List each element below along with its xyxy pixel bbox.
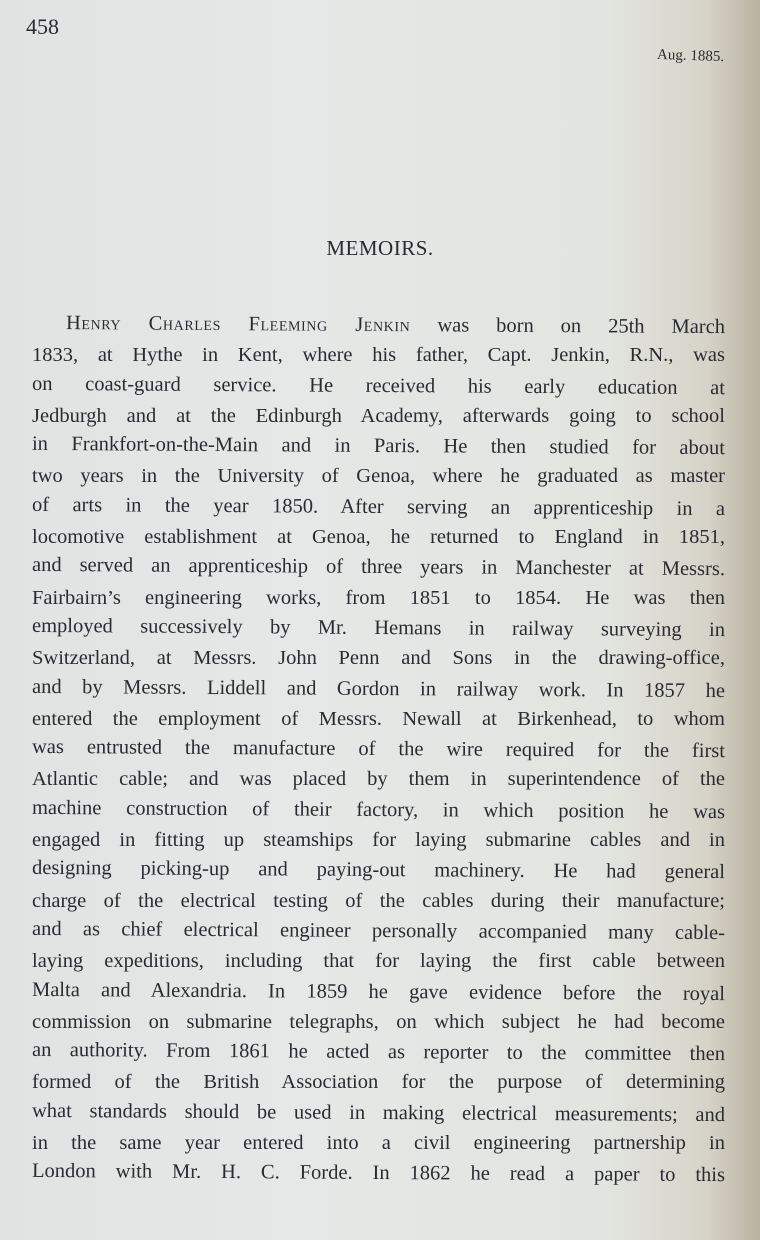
text-line <box>32 583 725 613</box>
text-line-content: in the same year entered into a civil engineering partnership in <box>32 1132 725 1155</box>
text-line <box>32 1007 725 1037</box>
issue-date: Aug. 1885. <box>656 46 725 66</box>
text-line-content: formed of the British Association for the purpose of determining <box>32 1071 725 1094</box>
text-line-content: Atlantic cable; and was placed by them in superintendence of the <box>32 768 725 791</box>
text-line-content: commission on submarine telegraphs, on which subject he had become <box>32 1010 725 1033</box>
text-line-content: locomotive establishment at Genoa, he returned to England in 1851, <box>32 526 725 549</box>
text-line-content: entered the employment of Messrs. Newall at Birkenhead, to whom <box>32 707 725 730</box>
text-line <box>32 974 725 1009</box>
text-line-content: two years in the University of Genoa, where he graduated as master <box>32 465 725 488</box>
text-line-content: designing picking-up and paying-out machinery. He had general <box>31 857 726 884</box>
text-line <box>32 429 725 464</box>
text-line-content: Malta and Alexandria. In 1859 he gave evidence before the royal <box>31 978 726 1005</box>
text-line-content: an authority. From 1861 he acted as reporter to the committee then <box>31 1039 726 1066</box>
section-title: MEMOIRS. <box>326 236 434 260</box>
text-line <box>32 671 725 706</box>
text-line-content: Fairbairn’s engineering works, from 1851 to 1854. He was then <box>32 586 725 609</box>
text-line <box>32 522 725 552</box>
text-line-content: was entrusted the manufacture of the wire required for the first <box>31 736 726 763</box>
text-line-content: engaged in fitting up steamships for laying submarine cables and in <box>32 829 725 852</box>
text-line <box>32 368 725 403</box>
subject-name: Henry Charles Fleeming Jenkin <box>65 312 411 337</box>
text-line-content: of arts in the year 1850. After serving an apprenticeship in a <box>31 493 726 520</box>
text-line-content: and as chief electrical engineer personally accompanied many cable- <box>31 917 726 945</box>
text-line-content: 1833, at Hythe in Kent, where his father, Capt. Jenkin, R.N., was <box>32 344 725 367</box>
text-line <box>32 643 725 673</box>
text-line <box>32 1096 725 1131</box>
memoir-body <box>32 310 725 1189</box>
text-line-content: Jedburgh and at the Edinburgh Academy, afterwards going to school <box>32 404 725 427</box>
text-line <box>32 825 725 855</box>
text-line <box>32 1067 725 1097</box>
text-line <box>32 704 725 734</box>
text-line-content: in Frankfort-on-the-Main and in Paris. He then studied for about <box>31 433 726 460</box>
text-line <box>32 764 725 794</box>
text-line <box>32 886 725 916</box>
text-line <box>32 461 725 491</box>
text-line <box>32 853 725 888</box>
text-line-content: charge of the electrical testing of the cables during their manufacture; <box>32 889 725 912</box>
text-line <box>32 490 725 525</box>
text-line <box>32 611 725 646</box>
text-line-content: machine construction of their factory, in which position he was <box>31 796 726 823</box>
text-line <box>32 308 725 343</box>
text-line-content: and served an apprenticeship of three years in Manchester at Messrs. <box>31 554 726 581</box>
text-line <box>32 1035 725 1070</box>
text-line-content: Switzerland, at Messrs. John Penn and Sons in the drawing-office, <box>32 647 725 670</box>
text-line <box>32 401 725 431</box>
text-line-content: and by Messrs. Liddell and Gordon in railway work. In 1857 he <box>31 675 726 702</box>
text-line-rest: was born on 25th March <box>437 314 726 339</box>
text-line-content: on coast-guard service. He received his early education at <box>31 372 726 399</box>
text-line-content: employed successively by Mr. Hemans in railway surveying in <box>31 614 726 642</box>
text-line-content: laying expeditions, including that for laying the first cable between <box>32 950 725 973</box>
text-line <box>32 793 725 828</box>
text-line <box>32 946 725 976</box>
text-line <box>32 340 725 370</box>
text-line <box>32 1128 725 1158</box>
text-line <box>32 732 725 767</box>
text-line-content: what standards should be used in making electrical measurements; and <box>31 1099 726 1126</box>
text-line <box>32 1156 725 1191</box>
text-line <box>32 550 725 585</box>
page-number: 458 <box>26 14 59 39</box>
text-line <box>32 914 725 949</box>
text-line-content: London with Mr. H. C. Forde. In 1862 he read a paper to this <box>31 1160 726 1187</box>
